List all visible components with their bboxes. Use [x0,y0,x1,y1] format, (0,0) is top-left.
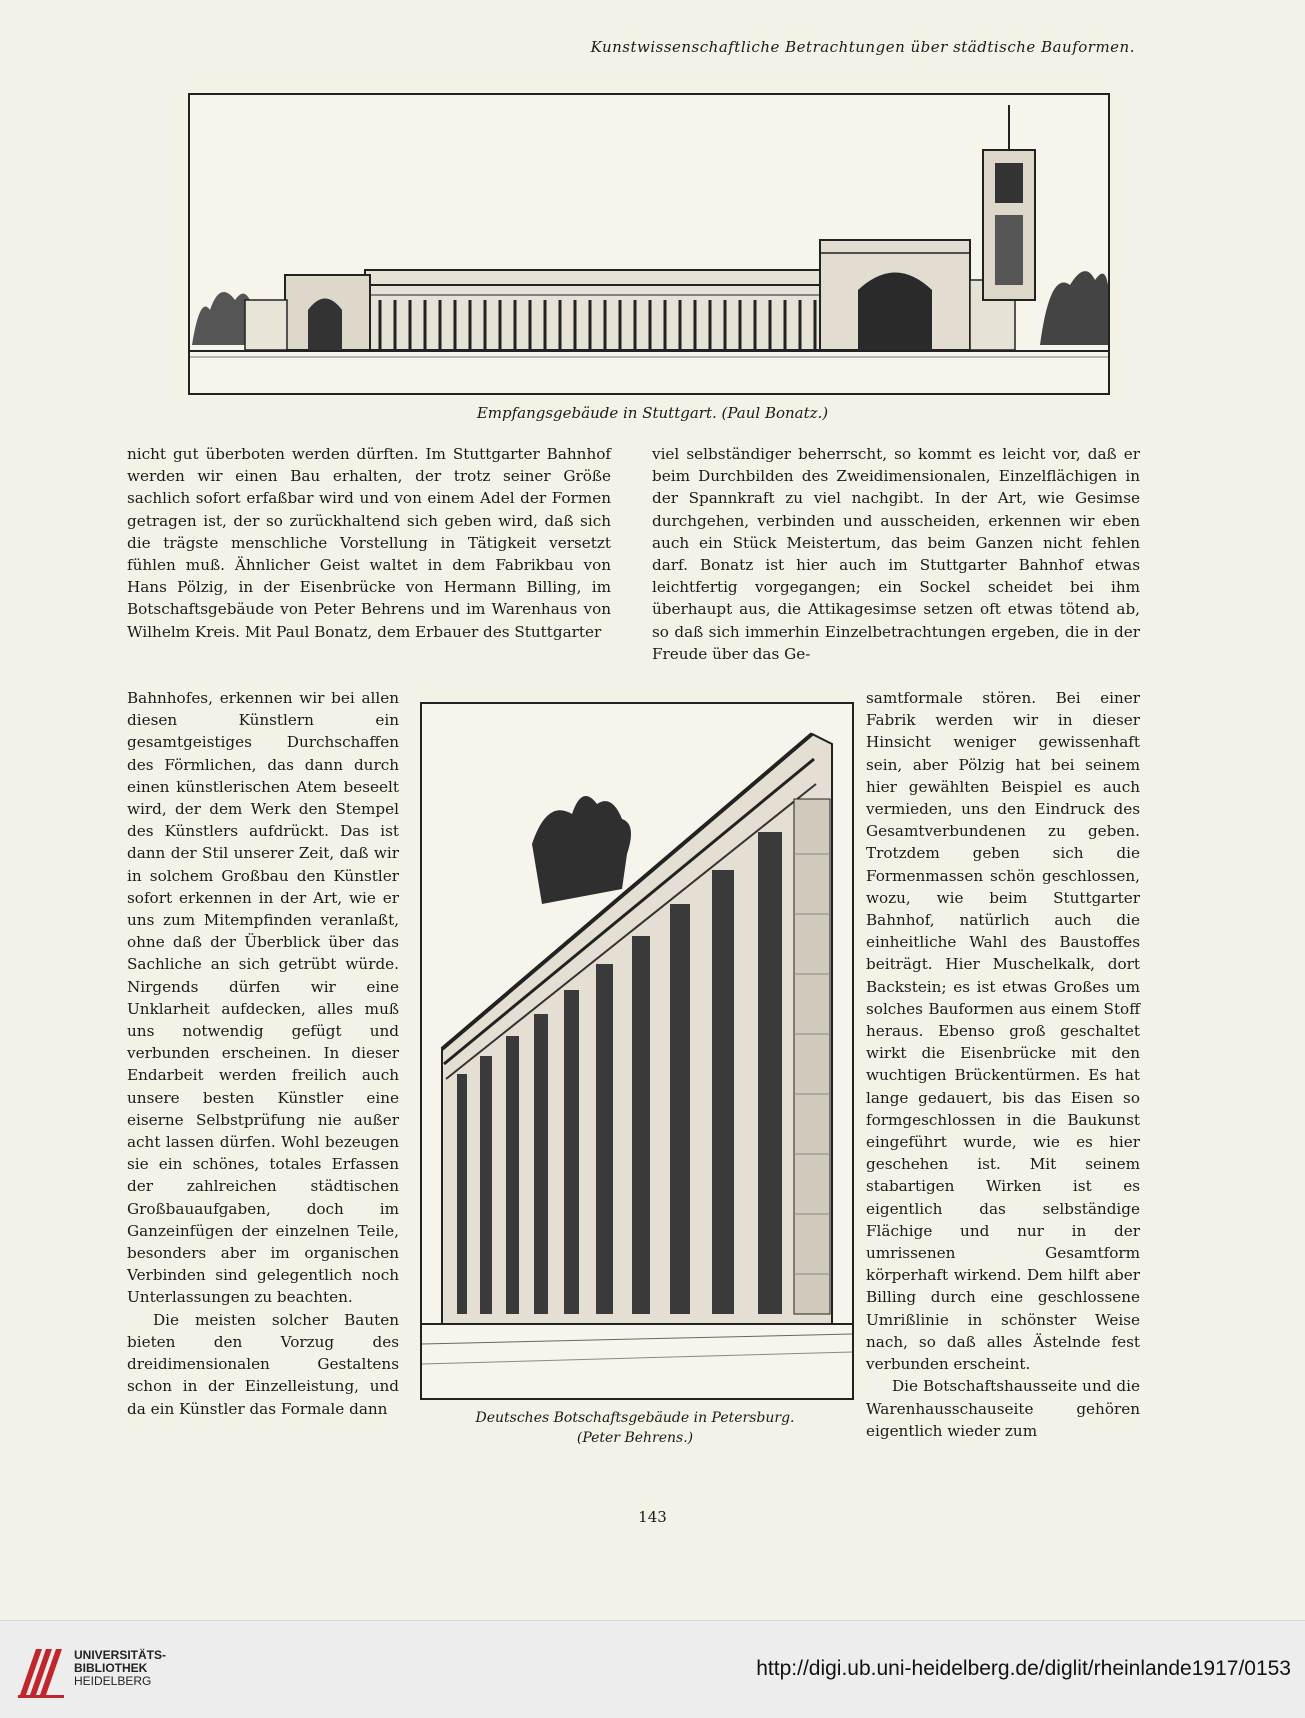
figure-caption-stuttgart: Empfangsgebäude in Stuttgart. (Paul Bonatz.) [476,404,829,422]
library-name [74,1649,166,1688]
text-column-left [127,687,399,1420]
footer-bar [0,1620,1305,1718]
paragraph: viel selbständiger beherrscht, so kommt es leicht vor, daß er beim Durchbilden des Zweidimensionalen, Einzelflächigen in der Spannkraft zu viel nachgibt. In der Art, wie Gesimse durchgehen, verbinden und ausscheiden, erkennen wir eben auch ein Stück Meistertum, das beim Ganzen nicht fehlen darf. Bonatz ist hier auch im Stuttgarter Bahnhof etwas leichtfertig vorgegangen; ein Sockel scheidet bei ihm überhaupt aus, die Attikagesimse setzen oft etwas tötend ab, so daß sich immerhin Einzelbetrachtungen ergeben, die in der Freude über das Ge- [652,445,1140,663]
library-line: HEIDELBERG [74,1674,152,1688]
running-head: Kunstwissenschaftliche Betrachtungen über städtische Bauformen. [590,38,1135,56]
paragraph: Bahnhofes, erkennen wir bei allen diesen Künstlern ein gesamtgeistiges Durchschaffen des Förmlichen, das dann durch einen künstlerischen Atem beseelt wird, der dem Werk den Stempel des Künstlers aufdrückt. Das ist dann der Stil unserer Zeit, daß wir in solchem Großbau den Künstler sofort erkennen in der Art, wie er uns zum Mitempfinden veranlaßt, ohne daß der Überblick über das Sachliche an sich getrübt würde. Nirgends dürfen wir eine Unklarheit aufdecken, alles muß uns notwendig gefügt und verbunden erscheinen. In dieser Endarbeit werden freilich auch unsere besten Künstler eine eiserne Selbstprüfung nie außer acht lassen dürfen. Wohl bezeugen sie ein schönes, totales Erfassen der zahlreichen städtischen Großbauaufgaben, doch im Ganzeinfügen der einzelnen Teile, besonders aber im organischen Verbinden sind gelegentlich noch Unterlassungen zu beachten. [127,689,399,1307]
figure-caption-petersburg [418,1408,852,1448]
paragraph: nicht gut überboten werden dürften. Im Stuttgarter Bahnhof werden wir einen Bau erhalten, der trotz seiner Größe sachlich sofort erfaßbar wird und von einem Adel der Formen getragen ist, der so zurückhaltend sich geben wird, daß sich die trägste menschliche Vorstellung in Tätigkeit versetzt fühlen muß. Ähnlicher Geist waltet in dem Fabrikbau von Hans Pölzig, in der Eisenbrücke von Hermann Billing, im Botschaftsgebäude von Peter Behrens und im Warenhaus von Wilhelm Kreis. Mit Paul Bonatz, dem Erbauer des Stuttgarter [127,445,611,641]
petersburg-embassy-illustration [420,702,854,1400]
paragraph: Die Botschaftshausseite und die Warenhausschauseite gehören eigentlich wieder zum [866,1377,1140,1440]
page-number: 143 [638,1508,667,1526]
caption-line: Deutsches Botschaftsgebäude in Petersburg. [475,1410,795,1426]
university-library-logo-icon [14,1641,66,1701]
text-column-right [866,687,1140,1442]
stuttgart-station-illustration [188,93,1110,395]
text-block-left-top [127,443,611,643]
library-line: BIBLIOTHEK [74,1661,148,1675]
caption-line: (Peter Behrens.) [576,1430,694,1446]
paragraph: samtformale stören. Bei einer Fabrik werden wir in dieser Hinsicht weniger gewissenhaft sein, aber Pölzig hat bei seinem hier gewählten Beispiel es auch vermieden, uns den Eindruck des Gesamtverbundenen zu geben. Trotzdem geben sich die Formenmassen schön geschlossen, wozu, wie beim Stuttgarter Bahnhof, natürlich auch die einheitliche Wahl des Baustoffes beiträgt. Hier Muschelkalk, dort Backstein; es ist etwas Großes um solches Bauformen aus einem Stoff heraus. Ebenso groß geschaltet wirkt die Eisenbrücke mit den wuchtigen Brückentürmen. Es hat lange gedauert, bis das Eisen so formgeschlossen in die Baukunst eingeführt wurde, wie es hier geschehen ist. Mit seinem stabartigen Wirken ist es eigentlich das selbständige Flächige und nur in der umrissenen Gesamtform körperhaft wirkend. Dem hilft aber Billing durch eine geschlossene Umrißlinie in schönster Weise nach, so daß alles Ästelnde fest verbunden erscheint. [866,689,1140,1374]
library-line: UNIVERSITÄTS- [74,1648,167,1662]
paragraph: Die meisten solcher Bauten bieten den Vorzug des dreidimensionalen Gestaltens schon in der Einzelleistung, und da ein Künstler das Formale dann [127,1310,399,1418]
permalink-url[interactable]: http://digi.ub.uni-heidelberg.de/diglit/rheinlande1917/0153 [756,1657,1291,1680]
text-block-right-top [652,443,1140,665]
